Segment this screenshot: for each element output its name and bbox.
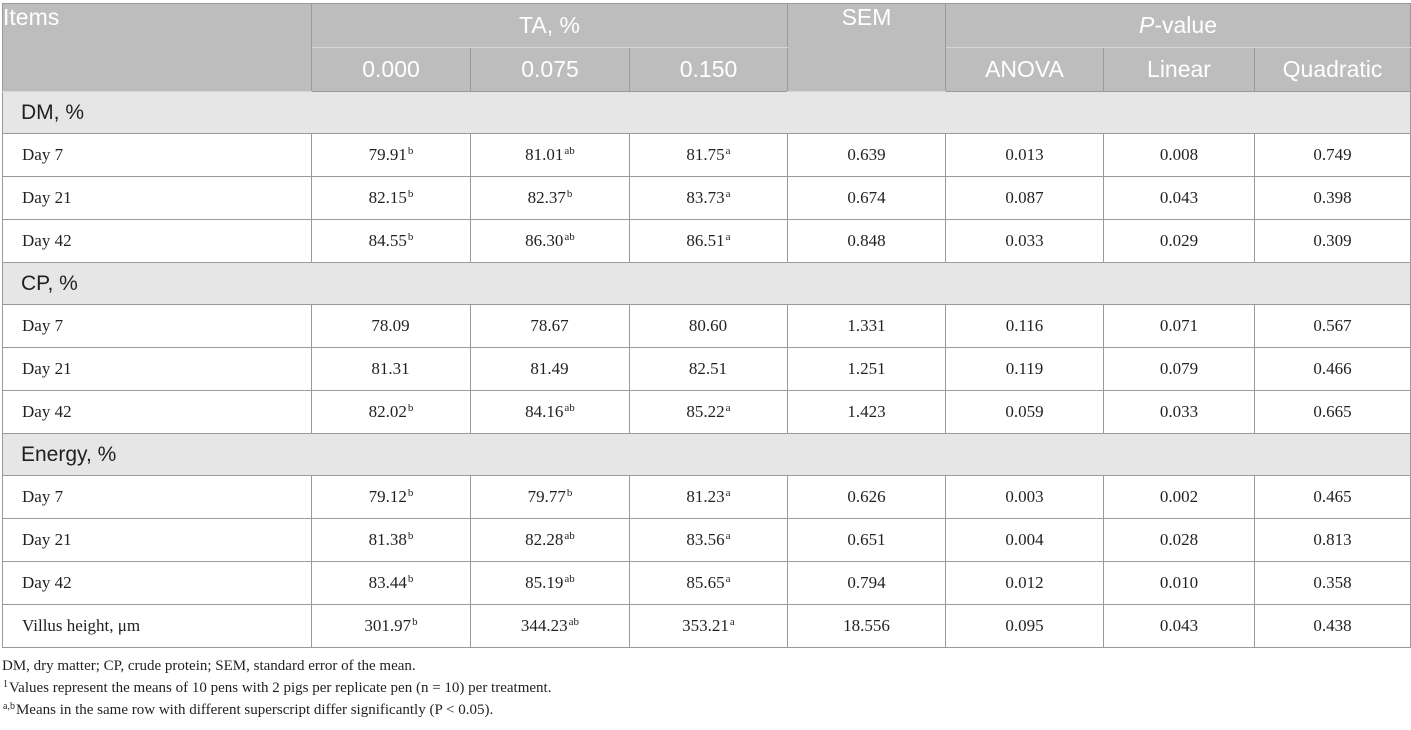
p-cell: 0.079 — [1104, 348, 1255, 391]
value-cell: 83.56$^a$ — [630, 519, 788, 562]
table-row — [3, 305, 1411, 348]
sem-cell: 0.626 — [788, 476, 946, 519]
row-label: Day 7 — [3, 134, 312, 177]
section-row — [3, 92, 1411, 134]
sem-cell: 0.794 — [788, 562, 946, 605]
table-row — [3, 519, 1411, 562]
section-row — [3, 434, 1411, 476]
sem-cell: 1.423 — [788, 391, 946, 434]
p-cell: 0.438 — [1255, 605, 1411, 648]
table-row — [3, 134, 1411, 177]
value-cell: 83.73$^a$ — [630, 177, 788, 220]
value-cell: 86.30$^{ab}$ — [471, 220, 630, 263]
digestibility-table — [2, 3, 1411, 648]
sem-cell: 0.674 — [788, 177, 946, 220]
p-cell: 0.003 — [946, 476, 1104, 519]
p-cell: 0.043 — [1104, 177, 1255, 220]
p-cell: 0.813 — [1255, 519, 1411, 562]
value-cell: 83.44$^b$ — [312, 562, 471, 605]
value-cell: 82.37$^b$ — [471, 177, 630, 220]
p-cell: 0.567 — [1255, 305, 1411, 348]
row-label: Day 42 — [3, 391, 312, 434]
table-row — [3, 177, 1411, 220]
p-cell: 0.008 — [1104, 134, 1255, 177]
p-cell: 0.466 — [1255, 348, 1411, 391]
p-cell: 0.071 — [1104, 305, 1255, 348]
table-row — [3, 605, 1411, 648]
value-cell: 85.22$^a$ — [630, 391, 788, 434]
table-body — [3, 92, 1411, 648]
value-cell: 78.67 — [471, 305, 630, 348]
p-cell: 0.358 — [1255, 562, 1411, 605]
table-row — [3, 476, 1411, 519]
value-cell: 344.23$^{ab}$ — [471, 605, 630, 648]
value-cell: 81.38$^b$ — [312, 519, 471, 562]
section-title: CP, % — [3, 263, 1411, 305]
value-cell: 86.51$^a$ — [630, 220, 788, 263]
value-cell: 79.77$^b$ — [471, 476, 630, 519]
table-row — [3, 220, 1411, 263]
p-cell: 0.095 — [946, 605, 1104, 648]
p-col-header: ANOVA — [946, 48, 1104, 92]
section-title: DM, % — [3, 92, 1411, 134]
value-cell: 81.23$^a$ — [630, 476, 788, 519]
section-title: Energy, % — [3, 434, 1411, 476]
value-cell: 85.65$^a$ — [630, 562, 788, 605]
header-row-1 — [3, 4, 1411, 48]
value-cell: 81.01$^{ab}$ — [471, 134, 630, 177]
p-cell: 0.012 — [946, 562, 1104, 605]
value-cell: 79.91$^b$ — [312, 134, 471, 177]
value-cell: 81.49 — [471, 348, 630, 391]
footnote-2: $^{a,b}$Means in the same row with different superscript differ significantly (P < 0.05). — [3, 701, 494, 718]
sem-cell: 0.848 — [788, 220, 946, 263]
p-cell: 0.119 — [946, 348, 1104, 391]
value-cell: 82.15$^b$ — [312, 177, 471, 220]
p-cell: 0.398 — [1255, 177, 1411, 220]
p-cell: 0.029 — [1104, 220, 1255, 263]
p-cell: 0.749 — [1255, 134, 1411, 177]
table-row — [3, 562, 1411, 605]
ta-level-header: 0.075 — [471, 48, 630, 92]
value-cell: 82.02$^b$ — [312, 391, 471, 434]
table-row — [3, 348, 1411, 391]
section-row — [3, 263, 1411, 305]
p-value-group-header: P-value — [946, 4, 1411, 48]
p-col-header: Linear — [1104, 48, 1255, 92]
row-label: Day 7 — [3, 476, 312, 519]
value-cell: 85.19$^{ab}$ — [471, 562, 630, 605]
value-cell: 301.97$^b$ — [312, 605, 471, 648]
sem-cell: 0.651 — [788, 519, 946, 562]
row-label: Day 21 — [3, 519, 312, 562]
ta-level-header: 0.150 — [630, 48, 788, 92]
p-cell: 0.309 — [1255, 220, 1411, 263]
p-cell: 0.465 — [1255, 476, 1411, 519]
sem-cell: 1.331 — [788, 305, 946, 348]
sem-cell: 18.556 — [788, 605, 946, 648]
row-label: Day 21 — [3, 177, 312, 220]
p-cell: 0.028 — [1104, 519, 1255, 562]
p-cell: 0.665 — [1255, 391, 1411, 434]
value-cell: 353.21$^a$ — [630, 605, 788, 648]
value-cell: 80.60 — [630, 305, 788, 348]
p-cell: 0.043 — [1104, 605, 1255, 648]
value-cell: 78.09 — [312, 305, 471, 348]
ta-level-header: 0.000 — [312, 48, 471, 92]
p-cell: 0.013 — [946, 134, 1104, 177]
value-cell: 84.55$^b$ — [312, 220, 471, 263]
value-cell: 84.16$^{ab}$ — [471, 391, 630, 434]
p-cell: 0.087 — [946, 177, 1104, 220]
p-col-header: Quadratic — [1255, 48, 1411, 92]
sem-cell: 1.251 — [788, 348, 946, 391]
ta-group-header: TA, % — [312, 4, 788, 48]
row-label: Day 42 — [3, 220, 312, 263]
p-cell: 0.004 — [946, 519, 1104, 562]
sem-cell: 0.639 — [788, 134, 946, 177]
p-cell: 0.033 — [946, 220, 1104, 263]
row-label: Day 21 — [3, 348, 312, 391]
row-label: Villus height, μm — [3, 605, 312, 648]
table-row — [3, 391, 1411, 434]
value-cell: 81.31 — [312, 348, 471, 391]
value-cell: 79.12$^b$ — [312, 476, 471, 519]
p-cell: 0.002 — [1104, 476, 1255, 519]
value-cell: 81.75$^a$ — [630, 134, 788, 177]
value-cell: 82.28$^{ab}$ — [471, 519, 630, 562]
sem-header: SEM — [788, 4, 946, 92]
row-label: Day 42 — [3, 562, 312, 605]
value-cell: 82.51 — [630, 348, 788, 391]
row-label: Day 7 — [3, 305, 312, 348]
p-cell: 0.059 — [946, 391, 1104, 434]
p-cell: 0.033 — [1104, 391, 1255, 434]
p-cell: 0.116 — [946, 305, 1104, 348]
table-footnotes — [2, 655, 551, 721]
footnote-1: $^1$Values represent the means of 10 pens with 2 pigs per replicate pen (n = 10) per treatment. — [3, 679, 552, 696]
footnote-abbreviations: DM, dry matter; CP, crude protein; SEM, standard error of the mean. — [2, 658, 416, 674]
p-cell: 0.010 — [1104, 562, 1255, 605]
items-header: Items — [3, 4, 312, 92]
